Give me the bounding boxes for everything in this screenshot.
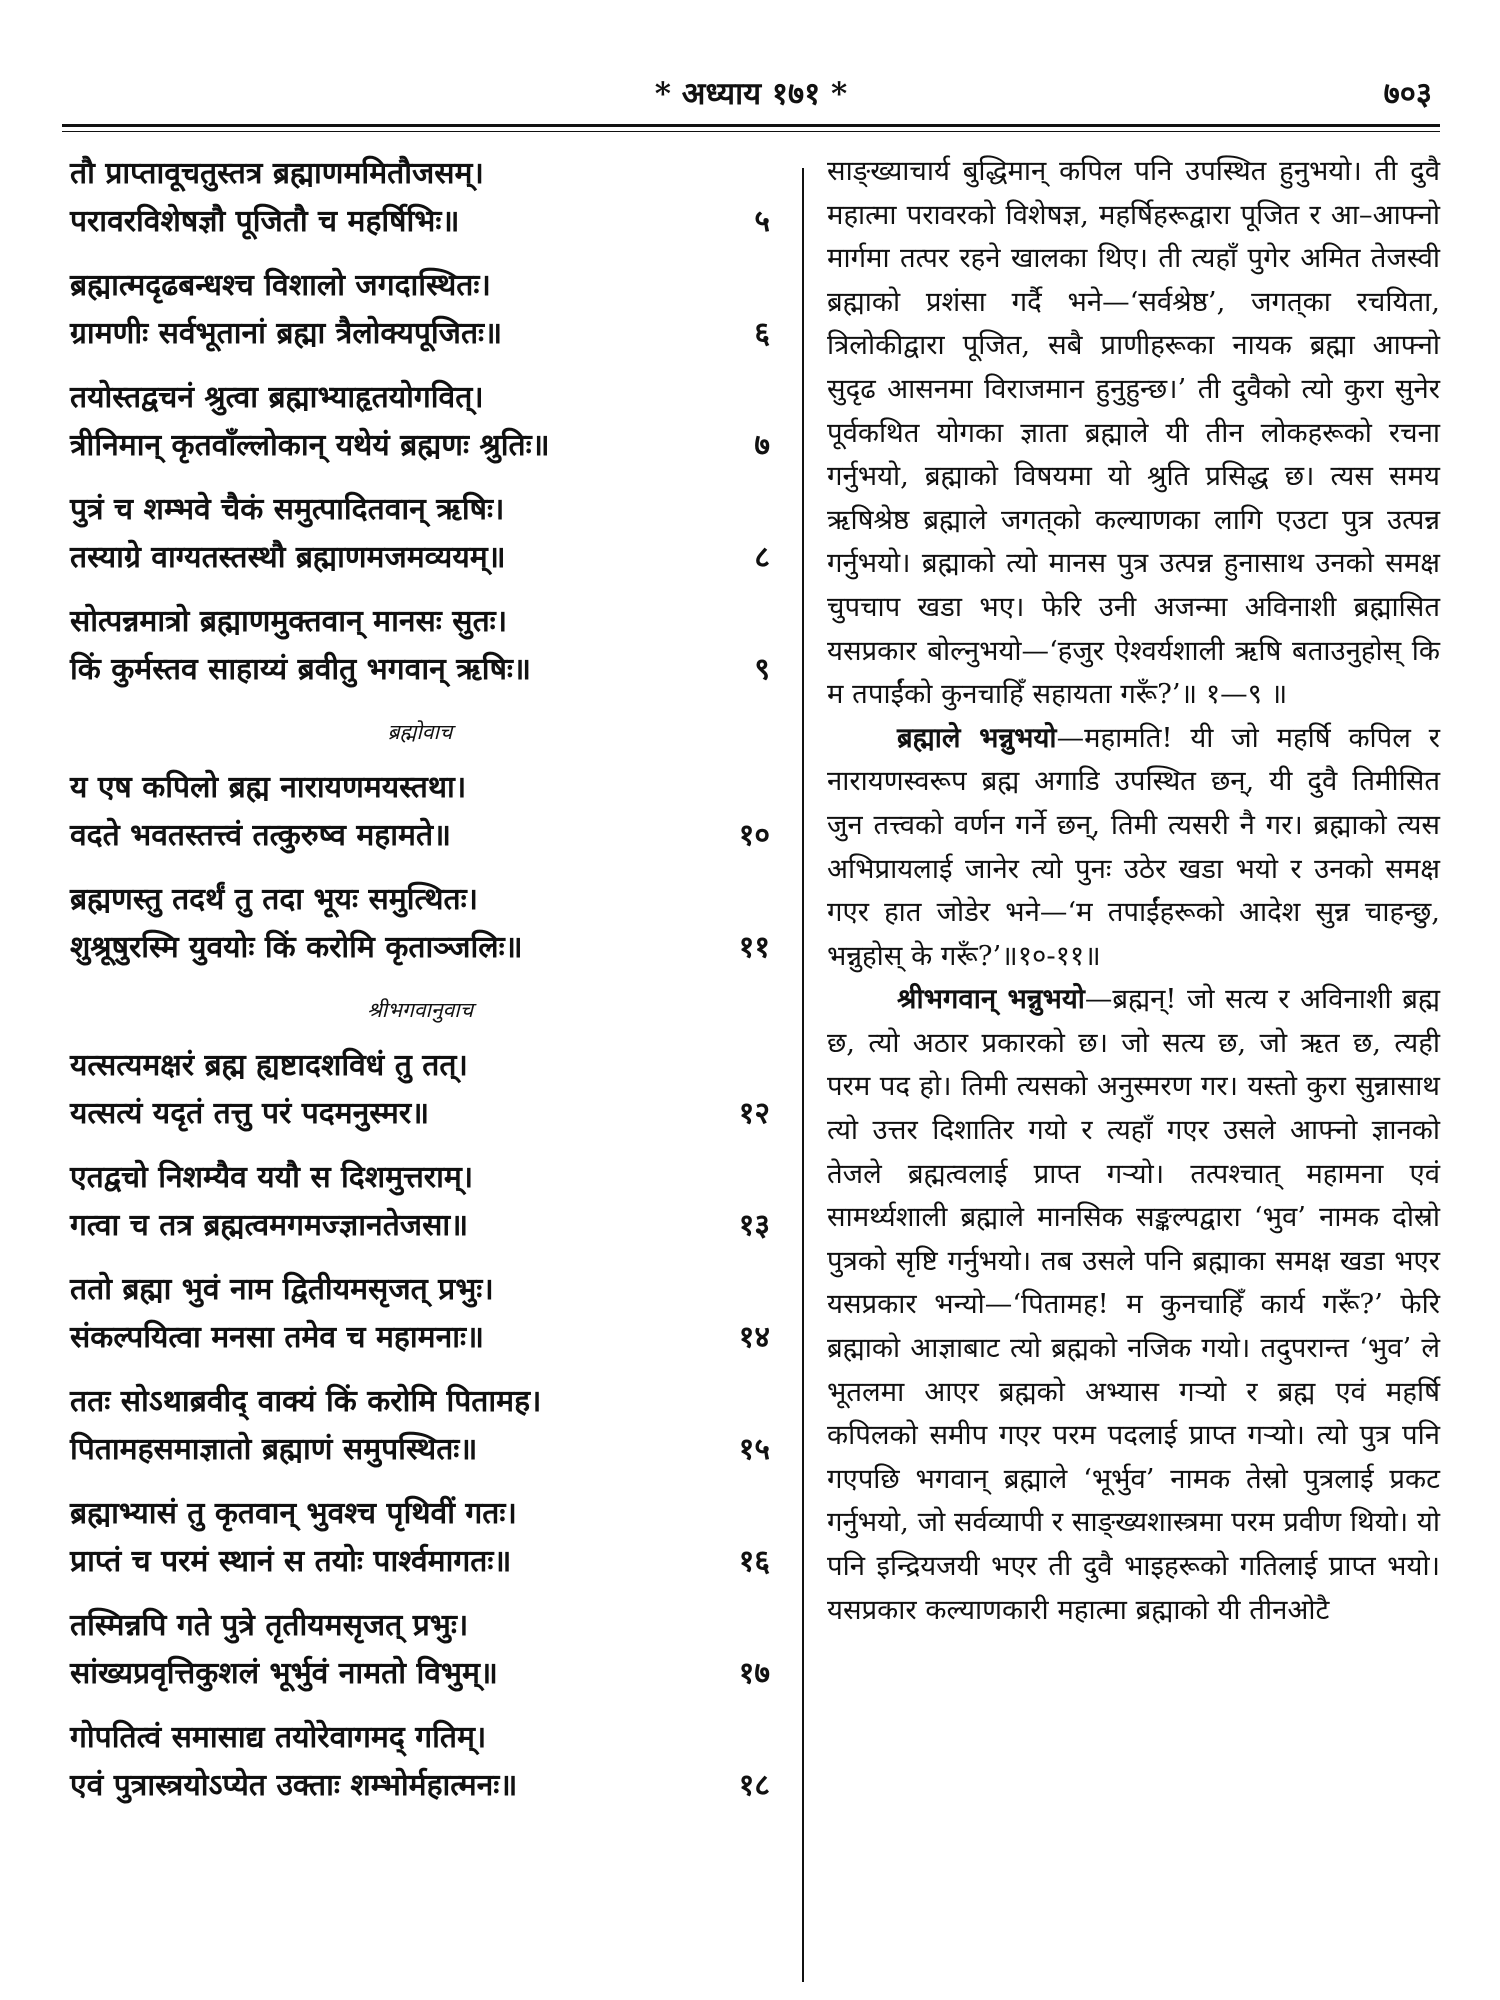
verse-number: १५ [738, 1432, 770, 1467]
speaker-bhagavan-label: श्रीभगवानुवाच [366, 998, 474, 1022]
verse-group [70, 262, 770, 358]
verse-number: १८ [738, 1768, 770, 1803]
verse-number: ५ [754, 204, 770, 239]
verse-number: ११ [738, 930, 770, 965]
verse-number: १० [738, 818, 770, 853]
verse-line [70, 1090, 770, 1138]
nepali-translation-column [827, 150, 1440, 1632]
verse-text: ग्रामणीः सर्वभूतानां ब्रह्मा त्रैलोक्यपूजितः॥ [70, 316, 503, 351]
verse-line [70, 1714, 770, 1762]
verse-text: तस्याग्रे वाग्यतस्तस्थौ ब्रह्माणमजमव्ययम्॥ [70, 540, 506, 575]
verse-text: यत्सत्यमक्षरं ब्रह्म ह्यष्टादशविधं तु तत्। [70, 1048, 468, 1083]
page-header [62, 50, 1440, 120]
verse-group [70, 1266, 770, 1362]
translation-paragraph-3-text: —ब्रह्मन्! जो सत्य र अविनाशी ब्रह्म छ, त्यो अठार प्रकारको छ। जो सत्य छ, जो ऋत छ, त्यही परम पद हो। तिमी त्यसको अनुस्मरण गर। यस्तो कुरा सुन्नासाथ त्यो उत्तर दिशातिर गयो र त्यहाँ गएर उसले आफ्नो ज्ञानको तेजले ब्रह्मत्वलाई प्राप्त गऱ्यो। तत्पश्चात् महामना एवं सामर्थ्यशाली ब्रह्माले मानसिक सङ्कल्पद्वारा ‘भुव’ नामक दोस्रो पुत्रको सृष्टि गर्नुभयो। तब उसले पनि ब्रह्माका समक्ष खडा भएर यसप्रकार भन्यो—‘पितामह! म कुनचाहिँ कार्य गरूँ?’ फेरि ब्रह्माको आज्ञाबाट त्यो ब्रह्मको नजिक गयो। तदुपरान्त ‘भुव’ ले भूतलमा आएर ब्रह्मको अभ्यास गऱ्यो र ब्रह्म एवं महर्षि कपिलको समीप गएर परम पदलाई प्राप्त गऱ्यो। त्यो पुत्र पनि गएपछि भगवान् ब्रह्माले ‘भूर्भुव’ नामक तेस्रो पुत्रलाई प्रकट गर्नुभयो, जो सर्वव्यापी र साङ्ख्यशास्त्रमा परम प्रवीण थियो। यो पनि इन्द्रियजयी भएर ती दुवै भाइहरूको गतिलाई प्राप्त भयो। यसप्रकार कल्याणकारी महात्मा ब्रह्माको यी तीनओटै [827, 983, 1440, 1626]
verse-line [70, 1042, 770, 1090]
verse-line [70, 812, 770, 860]
header-rule-thin [62, 131, 1440, 132]
verse-text: ब्रह्मात्मदृढबन्धश्च विशालो जगदास्थितः। [70, 268, 491, 303]
translation-paragraph-3 [827, 978, 1440, 1632]
verse-group [70, 764, 770, 860]
verse-group [70, 598, 770, 694]
verse-group [70, 1154, 770, 1250]
verse-line [70, 924, 770, 972]
translation-paragraph-2 [827, 717, 1440, 979]
verse-line [70, 310, 770, 358]
verse-text: परावरविशेषज्ञौ पूजितौ च महर्षिभिः॥ [70, 204, 460, 239]
verse-number [760, 1714, 770, 1762]
running-title: * अध्याय १७१ * [654, 76, 848, 112]
verse-line [70, 1650, 770, 1698]
verse-text: ब्रह्माभ्यासं तु कृतवान् भुवश्च पृथिवीं गतः। [70, 1496, 517, 1531]
verse-group [70, 150, 770, 246]
verse-group [70, 1714, 770, 1810]
verse-text: किं कुर्मस्तव साहाय्यं ब्रवीतु भगवान् ऋषिः॥ [70, 652, 531, 687]
verse-group [70, 1378, 770, 1474]
verse-number [760, 150, 770, 198]
verse-number [760, 876, 770, 924]
verse-text: गत्वा च तत्र ब्रह्मत्वमगमज्ज्ञानतेजसा॥ [70, 1208, 469, 1243]
verse-text: एवं पुत्रास्त्रयोऽप्येत उक्ताः शम्भोर्महात्मनः॥ [70, 1768, 518, 1803]
speaker-bhagavan-heading: श्रीभगवान् भन्नुभयो [897, 983, 1085, 1016]
verse-number [760, 1378, 770, 1426]
verse-number: ९ [754, 652, 770, 687]
verse-number [760, 1154, 770, 1202]
header-rule-thick [62, 124, 1440, 127]
verse-number [760, 1490, 770, 1538]
verse-text: ब्रह्मणस्तु तदर्थं तु तदा भूयः समुत्थितः। [70, 882, 479, 917]
page-number: ७०३ [1383, 76, 1432, 112]
verse-group [70, 1490, 770, 1586]
sanskrit-verses-column [70, 150, 770, 1826]
verse-line [70, 534, 770, 582]
verse-text: पितामहसमाज्ञातो ब्रह्माणं समुपस्थितः॥ [70, 1432, 478, 1467]
verse-line [70, 1314, 770, 1362]
verse-line [70, 486, 770, 534]
verse-line [70, 198, 770, 246]
verse-group [70, 486, 770, 582]
verse-number: ६ [754, 316, 770, 351]
verse-number [760, 486, 770, 534]
verse-line [70, 150, 770, 198]
verse-number: १२ [738, 1096, 770, 1131]
verse-line [70, 764, 770, 812]
speaker-brahma-heading: ब्रह्माले भन्नुभयो [897, 721, 1057, 754]
verse-text: पुत्रं च शम्भवे चैकं समुत्पादितवान् ऋषिः। [70, 492, 505, 527]
verse-line [70, 1202, 770, 1250]
verse-group [70, 1602, 770, 1698]
verse-number [760, 1266, 770, 1314]
verse-line [70, 422, 770, 470]
verse-number [760, 598, 770, 646]
verse-number: १४ [738, 1320, 770, 1355]
verse-number [760, 1602, 770, 1650]
verse-line [70, 1378, 770, 1426]
verse-text: संकल्पयित्वा मनसा तमेव च महामनाः॥ [70, 1320, 485, 1355]
verse-text: शुश्रूषुरस्मि युवयोः किं करोमि कृताञ्जलिः॥ [70, 930, 523, 965]
verse-text: तयोस्तद्वचनं श्रुत्वा ब्रह्माभ्याहृतयोगवित्। [70, 380, 484, 415]
verse-text: गोपतित्वं समासाद्य तयोरेवागमद् गतिम्। [70, 1720, 487, 1755]
translation-paragraph-1: साङ्ख्याचार्य बुद्धिमान् कपिल पनि उपस्थित हुनुभयो। ती दुवै महात्मा परावरको विशेषज्ञ, महर्षिहरूद्वारा पूजित र आ–आफ्नो मार्गमा तत्पर रहने खालका थिए। ती त्यहाँ पुगेर अमित तेजस्वी ब्रह्माको प्रशंसा गर्दै भने—‘सर्वश्रेष्ठ’, जगत्‌का रचयिता, त्रिलोकीद्वारा पूजित, सबै प्राणीहरूका नायक ब्रह्मा आफ्नो सुदृढ आसनमा विराजमान हुनुहुन्छ।’ ती दुवैको त्यो कुरा सुनेर पूर्वकथित योगका ज्ञाता ब्रह्माले यी तीन लोकहरूको रचना गर्नुभयो, ब्रह्माको विषयमा यो श्रुति प्रसिद्ध छ। त्यस समय ऋषिश्रेष्ठ ब्रह्माले जगत्‌को कल्याणका लागि एउटा पुत्र उत्पन्न गर्नुभयो। ब्रह्माको त्यो मानस पुत्र उत्पन्न हुनासाथ उनको समक्ष चुपचाप खडा भए। फेरि उनी अजन्मा अविनाशी ब्रह्मासित यसप्रकार बोल्नुभयो—‘हजुर ऐश्वर्यशाली ऋषि बताउनुहोस् कि म तपाईंको कुनचाहिँ सहायता गरूँ?’॥ १—९ ॥ [827, 155, 1440, 711]
verse-line [70, 262, 770, 310]
verse-line [70, 1490, 770, 1538]
verse-number [760, 374, 770, 422]
column-divider [802, 168, 804, 1982]
verse-text: यत्सत्यं यदृतं तत्तु परं पदमनुस्मर॥ [70, 1096, 430, 1131]
verse-line [70, 1266, 770, 1314]
verse-text: प्राप्तं च परमं स्थानं स तयोः पार्श्वमागतः॥ [70, 1544, 512, 1579]
translation-paragraph-2-text: —महामति! यी जो महर्षि कपिल र नारायणस्वरूप ब्रह्म अगाडि उपस्थित छन्, यी दुवै तिमीसित जुन तत्त्वको वर्णन गर्ने छन्, तिमी त्यसरी नै गर। ब्रह्माको त्यस अभिप्रायलाई जानेर त्यो पुनः उठेर खडा भयो र उनको समक्ष गएर हात जोडेर भने—‘म तपाईंहरूको आदेश सुन्न चाहन्छु, भन्नुहोस् के गरूँ?’॥१०-११॥ [827, 721, 1441, 972]
verse-line [70, 598, 770, 646]
verse-line [70, 374, 770, 422]
verse-number [760, 1042, 770, 1090]
verse-group [70, 374, 770, 470]
verse-number: १७ [738, 1656, 770, 1691]
verse-line [70, 646, 770, 694]
verse-line [70, 1426, 770, 1474]
verse-line [70, 1154, 770, 1202]
verse-number [760, 764, 770, 812]
verse-text: एतद्वचो निशम्यैव ययौ स दिशमुत्तराम्। [70, 1160, 474, 1195]
verse-text: त्रीनिमान् कृतवाँल्लोकान् यथेयं ब्रह्मणः श्रुतिः॥ [70, 428, 550, 463]
two-column-body [62, 150, 1440, 2000]
speaker-brahma-label: ब्रह्मोवाच [387, 720, 453, 744]
verse-text: ततः सोऽथाब्रवीद् वाक्यं किं करोमि पितामह। [70, 1384, 542, 1419]
verse-group [70, 1042, 770, 1138]
verse-line [70, 1538, 770, 1586]
verse-line [70, 876, 770, 924]
verse-number: १३ [738, 1208, 770, 1243]
verse-text: तौ प्राप्तावूचतुस्तत्र ब्रह्माणममितौजसम्। [70, 156, 484, 191]
verse-line [70, 1762, 770, 1810]
verse-number: ८ [754, 540, 770, 575]
verse-text: सांख्यप्रवृत्तिकुशलं भूर्भुवं नामतो विभुम्॥ [70, 1656, 498, 1691]
verse-number: १६ [738, 1544, 770, 1579]
verse-number: ७ [754, 428, 770, 463]
verse-number [760, 262, 770, 310]
verse-group [70, 876, 770, 972]
verse-text: तस्मिन्नपि गते पुत्रे तृतीयमसृजत् प्रभुः। [70, 1608, 469, 1643]
verse-text: य एष कपिलो ब्रह्म नारायणमयस्तथा। [70, 770, 467, 805]
verse-text: वदते भवतस्तत्त्वं तत्कुरुष्व महामते॥ [70, 818, 452, 853]
verse-text: ततो ब्रह्मा भुवं नाम द्वितीयमसृजत् प्रभुः। [70, 1272, 494, 1307]
verse-line [70, 1602, 770, 1650]
verse-text: सोत्पन्नमात्रो ब्रह्माणमुक्तवान् मानसः सुतः। [70, 604, 508, 639]
